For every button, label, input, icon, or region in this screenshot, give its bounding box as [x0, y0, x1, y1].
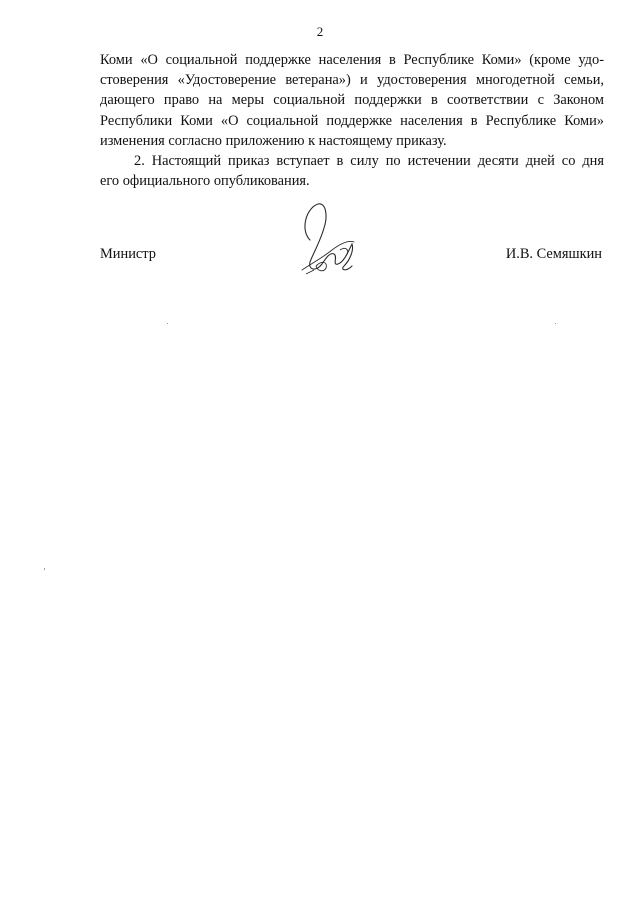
signatory-title: Министр	[100, 246, 156, 262]
text-line: его официального опубликования.	[100, 173, 310, 190]
page-number: 2	[316, 24, 324, 39]
text-line: 2. Настоящий приказ вступает в силу по истечении десяти дней со дня	[134, 153, 604, 170]
text-line: Коми «О социальной поддержке населения в Республике Коми» (кроме удо-	[100, 52, 604, 68]
text-line: Республики Коми «О социальной поддержке населения в Республике Коми»	[100, 112, 604, 129]
paragraph-1	[100, 50, 604, 151]
handwritten-signature	[292, 200, 364, 276]
paragraph-2	[100, 151, 604, 191]
scan-speck	[167, 323, 168, 324]
text-line: изменения согласно приложению к настоящему приказу.	[100, 132, 447, 149]
signatory-name: И.В. Семяшкин	[505, 246, 602, 262]
text-line: дающего право на меры социальной поддержки в соответствии с Законом	[100, 92, 604, 109]
scan-speck	[555, 323, 556, 324]
document-body	[100, 50, 604, 191]
text-line: стоверения «Удостоверение ветерана») и удостоверения многодетной семьи,	[100, 72, 604, 89]
scan-speck	[44, 568, 45, 570]
